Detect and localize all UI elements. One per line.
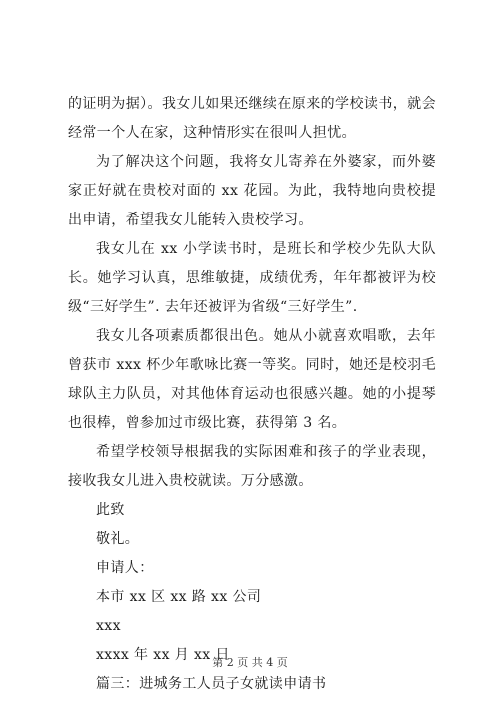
paragraph-continued: 的证明为据）。我女儿如果还继续在原来的学校读书，就会经常一个人在家，这种情形实在很叫人担忧。 (68, 96, 436, 141)
salutation-line-1: 此致 (96, 502, 125, 518)
next-section-title: 篇三：进城务工人员子女就读申请书 (96, 676, 327, 692)
document-body (68, 90, 436, 699)
paragraph-request: 希望学校领导根据我的实际困难和孩子的学业表现，接收我女儿进入贵校就读。万分感激。 (68, 444, 436, 489)
applicant-address: 本市 xx 区 xx 路 xx 公司 (96, 589, 262, 605)
page-number-footer: 第 2 页 共 4 页 (212, 656, 288, 669)
paragraph-solution: 为了解决这个问题，我将女儿寄养在外婆家，而外婆家正好就在贵校对面的 xx 花园。为此，我特地向贵校提出申请，希望我女儿能转入贵校学习。 (68, 154, 436, 228)
applicant-label: 申请人： (96, 560, 154, 576)
paragraph-talents: 我女儿各项素质都很出色。她从小就喜欢唱歌，去年曾获市 xxx 杯少年歌咏比赛一等奖。同时，她还是校羽毛球队主力队员，对其他体育运动也很感兴趣。她的小提琴也很棒，曾参加过市级比赛，获得第 3 名。 (68, 328, 436, 431)
salutation-line-2: 敬礼。 (96, 531, 140, 547)
paragraph-achievements: 我女儿在 xx 小学读书时，是班长和学校少先队大队长。她学习认真，思维敏捷，成绩优秀，年年都被评为校级“三好学生”. 去年还被评为省级“三好学生”. (68, 241, 436, 315)
applicant-name: xxx (96, 618, 121, 634)
application-date: xxxx 年 xx 月 xx 日 (96, 647, 230, 663)
